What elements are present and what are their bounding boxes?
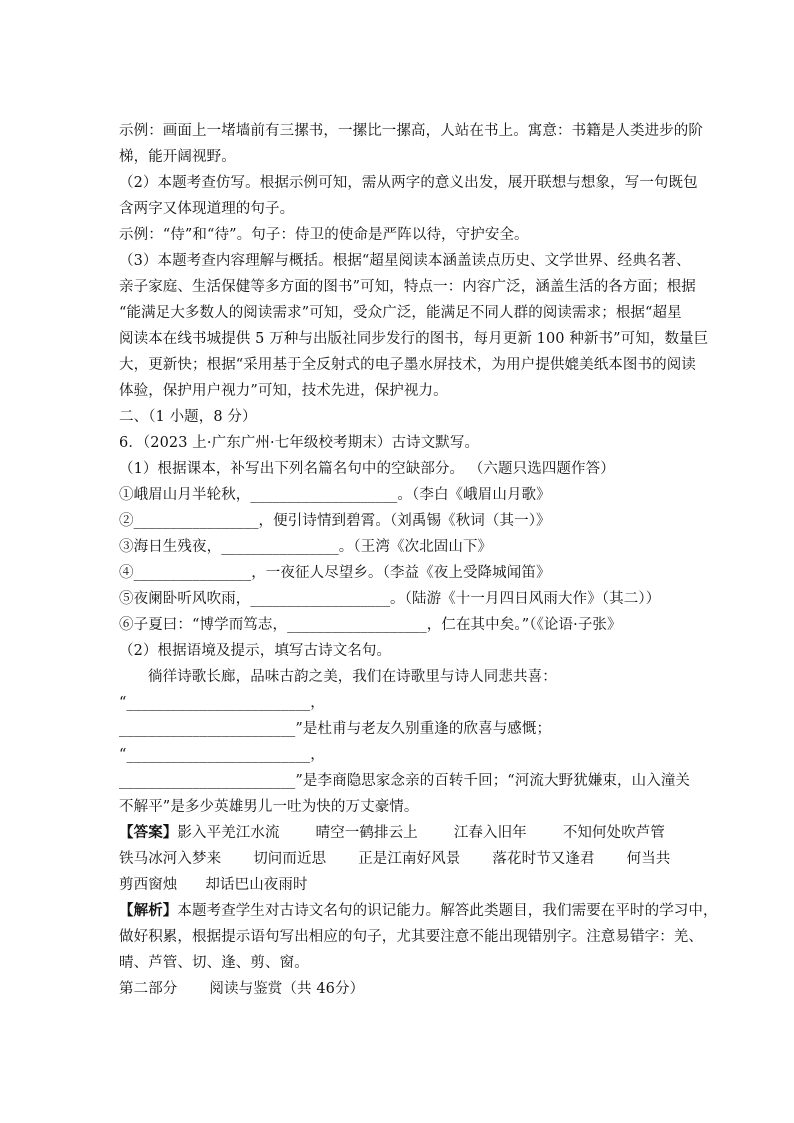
text-line: 亲子家庭、生活保健等多方面的图书”可知，特点一：内容广泛，涵盖生活的各方面；根据 <box>119 279 696 295</box>
analysis-line: 晴、芦管、切、逢、剪、窗。 <box>119 955 309 971</box>
analysis-label: 【解析】 <box>119 902 178 919</box>
answer-label: 【答案】 <box>119 824 178 841</box>
context-blank-open: “_________________________， <box>119 747 325 763</box>
part-heading <box>119 976 679 1002</box>
poem-blank-line: ④________________，一夜征人尽望乡。（李益《夜上受降城闻笛》 <box>119 565 551 581</box>
text-line: （3）本题考查内容理解与概括。根据“超星阅读本涵盖读点历史、文学世界、经典名著、 <box>119 253 691 269</box>
text-line: 大，更新快；根据“采用基于全反射式的电子墨水屏技术，为用户提供媲美纸本图书的阅读 <box>119 357 696 373</box>
part-title: 阅读与鉴赏（共 46分） <box>209 981 365 997</box>
subquestion-line: （1）根据课本，补写出下列名篇名句中的空缺部分。 （六题只选四题作答） <box>119 461 615 477</box>
answer-item: 影入平羌江水流 <box>177 825 280 841</box>
answer-line <box>119 872 679 898</box>
context-blank-close: ________________________”是杜甫与老友久别重逢的欣喜与感慨； <box>119 721 552 737</box>
text-line: 含两字又体现道理的句子。 <box>119 201 295 217</box>
answer-item: 却话巴山夜雨时 <box>205 877 308 893</box>
text-line: 体验，保护用户视力”可知，技术先进，保护视力。 <box>119 383 448 399</box>
text-line: 示例：画面上一堵墙前有三摞书，一摞比一摞高，人站在书上。寓意：书籍是人类进步的阶 <box>119 123 703 139</box>
subquestion-line: （2）根据语境及提示，填写古诗文名句。 <box>119 643 392 659</box>
poem-blank-line: ①峨眉山月半轮秋，____________________。（李白《峨眉山月歌》 <box>119 487 551 503</box>
text-line: 梯，能开阔视野。 <box>119 149 236 165</box>
poem-blank-line: ③海日生残夜，________________。（王湾《次北固山下》 <box>119 539 493 555</box>
part-label: 第二部分 <box>119 981 178 997</box>
context-tail: 不解平”是多少英雄男儿一吐为快的万丈豪情。 <box>119 799 419 815</box>
context-blank-open: “_________________________， <box>119 695 325 711</box>
answer-line <box>119 846 679 872</box>
section-heading: 二、（1 小题，8 分） <box>119 409 257 425</box>
answer-item: 不知何处吹芦管 <box>562 825 666 841</box>
text-line: “能满足大多数人的阅读需求”可知，受众广泛，能满足不同人群的阅读需求；根据“超星 <box>119 305 682 321</box>
context-intro: 徜徉诗歌长廊，品味古韵之美，我们在诗歌里与诗人同悲共喜： <box>148 669 557 685</box>
answer-line <box>119 820 679 846</box>
poem-blank-line: ⑥子夏曰：“博学而笃志，___________________，仁在其中矣。”（《论语·子张》 <box>119 617 622 633</box>
context-blank-close: ________________________”是李商隐思家念亲的百转千回；“河流大野犹嫌束，山入潼关 <box>119 773 691 789</box>
poem-blank-line: ②_________________，便引诗情到碧霄。（刘禹锡《秋词（其一）》 <box>119 513 551 529</box>
document-page <box>119 118 718 1002</box>
answer-item: 江春入旧年 <box>453 825 527 841</box>
text-line: 阅读本在线书城提供 5 万种与出版社同步发行的图书，每月更新 100 种新书”可知，数量巨 <box>119 331 709 347</box>
poem-blank-line: ⑤夜阑卧听风吹雨，___________________。（陆游《十一月四日风雨大作》（其二）） <box>119 591 661 607</box>
question-title: 6．（2023 上·广东广州·七年级校考期末）古诗文默写。 <box>119 435 480 451</box>
answer-item: 铁马冰河入梦来 <box>119 851 222 867</box>
answer-item: 落花时节又逢君 <box>492 851 595 867</box>
analysis-line: 做好积累，根据提示语句写出相应的句子，尤其要注意不能出现错别字。注意易错字：羌、 <box>119 929 703 945</box>
answer-item: 正是江南好风景 <box>358 851 461 867</box>
answer-item: 切问而近思 <box>253 851 327 867</box>
analysis-line <box>119 898 718 924</box>
answer-item: 何当共 <box>626 851 671 867</box>
answer-item: 晴空一鹤排云上 <box>315 825 418 841</box>
answer-item: 剪西窗烛 <box>119 877 178 893</box>
analysis-text: 本题考查学生对古诗文名句的识记能力。解答此类题目，我们需要在平时的学习中， <box>177 903 718 919</box>
text-line: （2）本题考查仿写。根据示例可知，需从两字的意义出发，展开联想与想象，写一句既包 <box>119 175 698 191</box>
text-line: 示例：“侍”和“待”。句子：侍卫的使命是严阵以待，守护安全。 <box>119 227 529 243</box>
